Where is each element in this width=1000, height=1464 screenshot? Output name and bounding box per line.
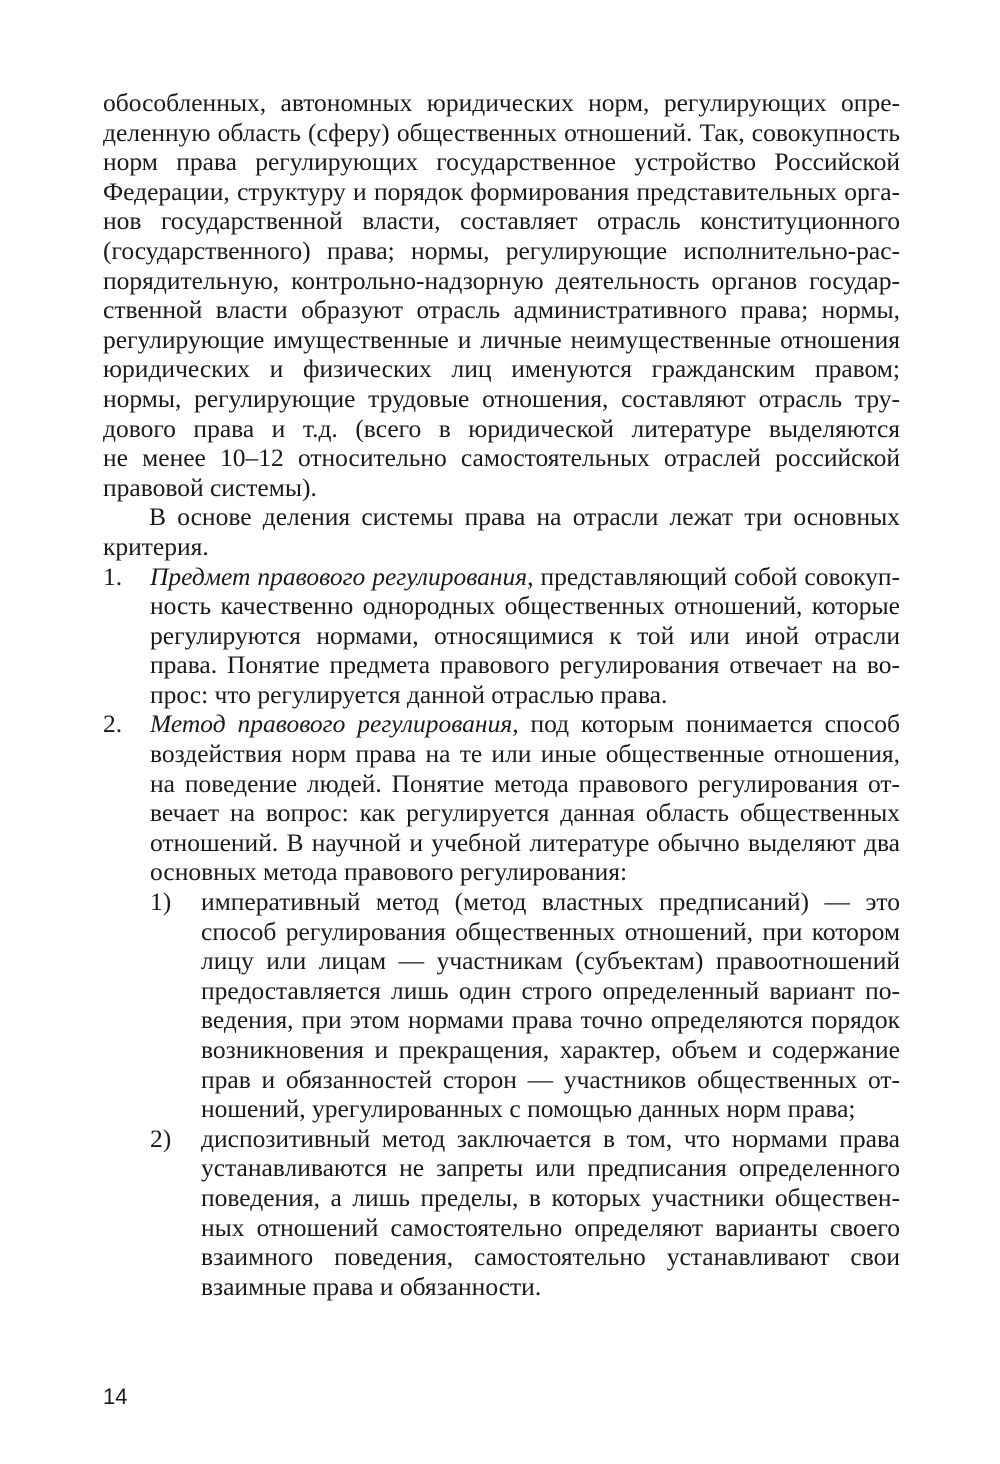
text-line: Федерации, структуру и порядок формирования представительных орга-: [103, 176, 900, 206]
text-line: воздействия норм права на те или иные общественные отношения,: [150, 739, 900, 769]
page-number: 14: [103, 1384, 128, 1409]
text-line: императивный метод (метод властных предписаний) — это: [201, 887, 900, 917]
text-line: регулирующие имущественные и личные неимущественные отношения: [103, 324, 900, 354]
text-line: порядительную, контрольно-надзорную деятельность органов государ-: [103, 265, 900, 295]
list-marker: 2): [150, 1123, 172, 1153]
text-line: взаимные права и обязанности.: [201, 1271, 542, 1301]
text-fragment: , под которым понимается способ: [512, 709, 900, 739]
text-line: дового права и т.д. (всего в юридической литературе выделяются: [103, 413, 900, 443]
term-italic: Предмет правового регулирования: [150, 561, 528, 591]
text-line: нормы, регулирующие трудовые отношения, составляют отрасль тру-: [103, 383, 900, 413]
text-line: устанавливаются не запреты или предписания определенного: [201, 1153, 900, 1183]
text-line: отношений. В научной и учебной литературе обычно выделяют два: [150, 827, 900, 857]
text-line: ведения, при этом нормами права точно определяются порядок: [201, 1005, 900, 1035]
text-line: ношений, урегулированных с помощью данных норм права;: [201, 1094, 856, 1124]
text-line: диспозитивный метод заключается в том, что нормами права: [201, 1123, 900, 1153]
text-line: (государственного) права; нормы, регулирующие исполнительно-рас-: [103, 235, 900, 265]
text-line: не менее 10–12 относительно самостоятельных отраслей российской: [103, 443, 900, 473]
list-item-1: [103, 562, 900, 710]
text-line: на поведение людей. Понятие метода правового регулирования от-: [150, 768, 900, 798]
text-line: ность качественно однородных общественных отношений, которые: [150, 591, 900, 621]
list-marker: 1.: [103, 561, 123, 591]
sub-list-item-2: [103, 1124, 900, 1302]
term-italic: Метод правового регулирования: [150, 709, 513, 739]
text-line: поведения, а лишь пределы, в которых участники обществен-: [201, 1182, 900, 1212]
text-line: ственной власти образуют отрасль административного права; нормы,: [103, 295, 900, 325]
text-line: [150, 562, 900, 592]
text-line: предоставляется лишь один строго определенный вариант по-: [201, 975, 900, 1005]
text-line: [150, 709, 900, 739]
text-line: правовой системы).: [103, 472, 317, 502]
text-fragment: , представляющий собой совокуп-: [527, 561, 900, 591]
list-marker: 2.: [103, 709, 123, 739]
text-line: обособленных, автономных юридических норм, регулирующих опре-: [103, 88, 900, 117]
text-line: вечает на вопрос: как регулируется данная область общественных: [150, 798, 900, 828]
paragraph-2: [103, 502, 900, 561]
text-line: права. Понятие предмета правового регулирования отвечает на во-: [150, 650, 900, 680]
text-line: прав и обязанностей сторон — участников общественных от-: [201, 1064, 900, 1094]
text-line: нов государственной власти, составляет отрасль конституционного: [103, 206, 900, 236]
text-line: прос: что регулируется данной отраслью права.: [150, 679, 668, 709]
text-line: взаимного поведения, самостоятельно устанавливают свои: [201, 1242, 900, 1272]
sub-list-item-1: [103, 887, 900, 1124]
text-line: деленную область (сферу) общественных отношений. Так, совокупность: [103, 117, 900, 147]
text-line: В основе деления системы права на отрасли лежат три основных: [149, 502, 900, 532]
list-item-2: [103, 709, 900, 887]
text-line: способ регулирования общественных отношений, при котором: [201, 916, 900, 946]
page-body: [103, 88, 900, 1301]
text-line: критерия.: [103, 531, 209, 561]
text-line: регулируются нормами, относящимися к той или иной отрасли: [150, 620, 900, 650]
text-line: лицу или лицам — участникам (субъектам) правоотношений: [201, 946, 900, 976]
list-marker: 1): [150, 887, 172, 917]
text-line: юридических и физических лиц именуются гражданским правом;: [103, 354, 900, 384]
text-line: возникновения и прекращения, характер, объем и содержание: [201, 1035, 900, 1064]
paragraph-1: [103, 88, 900, 502]
text-line: норм права регулирующих государственное устройство Российской: [103, 147, 900, 177]
text-line: ных отношений самостоятельно определяют варианты своего: [201, 1212, 900, 1242]
text-line: основных метода правового регулирования:: [150, 857, 628, 887]
